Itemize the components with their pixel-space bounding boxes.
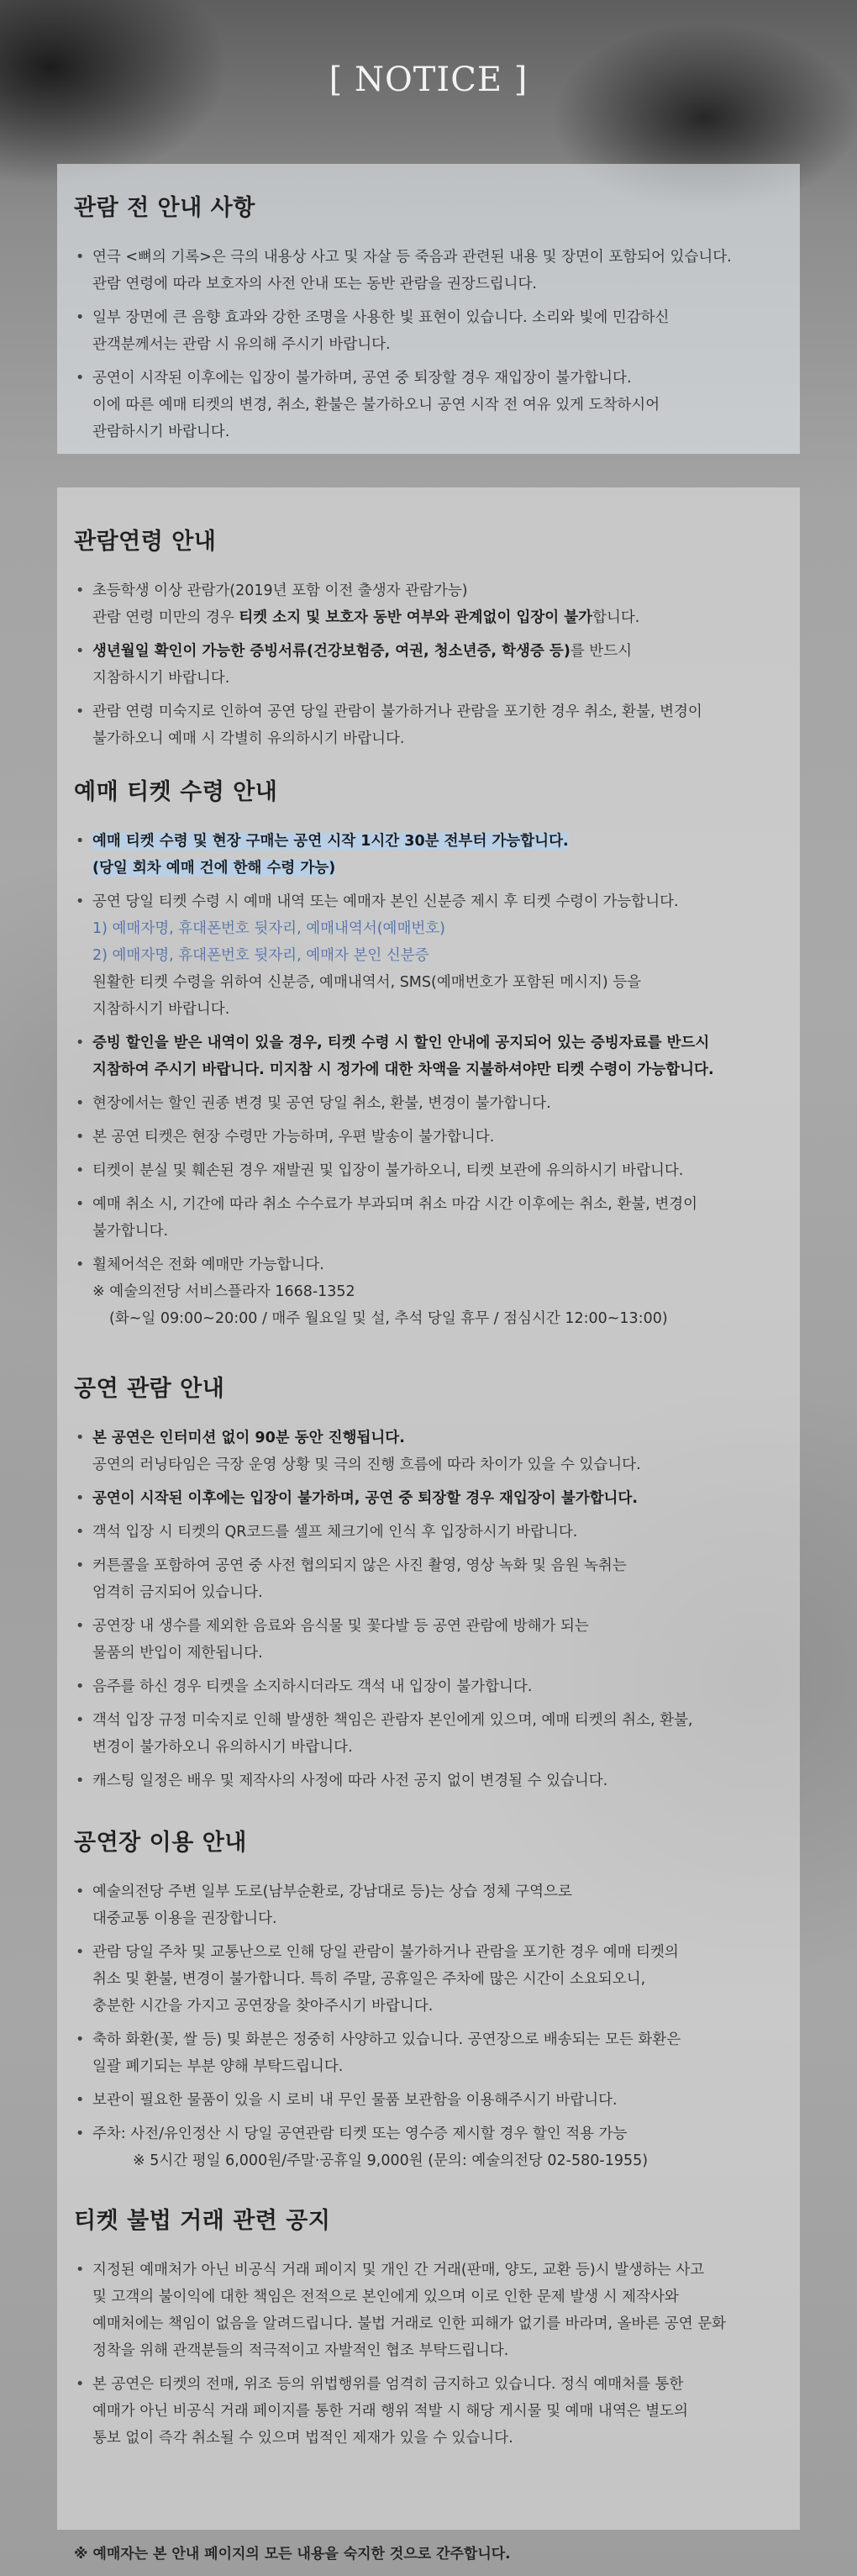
item-line: 정착을 위해 관객분들의 적극적이고 자발적인 협조 부탁드립니다. xyxy=(92,2342,509,2359)
section-title: 관람연령 안내 xyxy=(74,529,217,555)
item-line: • 공연이 시작된 이후에는 입장이 불가하며, 공연 중 퇴장할 경우 재입장이 불가합니다. xyxy=(92,370,632,387)
item-line: 변경이 불가하오니 유의하시기 바랍니다. xyxy=(92,1739,353,1756)
list-item xyxy=(74,698,788,752)
list-item xyxy=(74,1251,788,1332)
list-item xyxy=(74,1613,788,1667)
list-item xyxy=(74,2026,788,2080)
item-line: • 객석 입장 규정 미숙지로 인해 발생한 책임은 관람자 본인에게 있으며, 예매 티켓의 취소, 환불, xyxy=(92,1712,693,1729)
item-line: • 초등학생 이상 관람가(2019년 포함 이전 출생자 관람가능) xyxy=(92,582,468,599)
item-line: • 커튼콜을 포함하여 공연 중 사전 협의되지 않은 사진 촬영, 영상 녹화 및 음원 녹취는 xyxy=(92,1557,627,1574)
list-item xyxy=(74,1157,788,1184)
item-line: • 음주를 하신 경우 티켓을 소지하시더라도 객석 내 입장이 불가합니다. xyxy=(92,1678,533,1695)
item-line: 취소 및 환불, 변경이 불가합니다. 특히 주말, 공휴일은 주차에 많은 시간이 소요되오니, xyxy=(92,1971,646,1988)
list-item xyxy=(74,365,788,445)
item-line: • 일부 장면에 큰 음향 효과와 강한 조명을 사용한 빛 표현이 있습니다. 소리와 빛에 민감하신 xyxy=(92,309,670,326)
list-item xyxy=(74,304,788,358)
item-line: • 축하 화환(꽃, 쌀 등) 및 화분은 정중히 사양하고 있습니다. 공연장으로 배송되는 모든 화환은 xyxy=(92,2031,681,2048)
list-item xyxy=(74,1090,788,1117)
list-item xyxy=(74,1673,788,1700)
list-item xyxy=(74,2257,788,2364)
item-line: 관람 연령 미만의 경우 티켓 소지 및 보호자 동반 여부와 관계없이 입장이 불가합니다. xyxy=(92,609,640,626)
pre-viewing-section xyxy=(74,189,788,452)
item-line: 불가하오니 예매 시 각별히 유의하시기 바랍니다. xyxy=(92,730,405,747)
performance-section xyxy=(74,1370,788,1801)
item-line: (당일 회차 예매 건에 한해 수령 가능) xyxy=(92,860,336,877)
item-line: 관람 연령에 따라 보호자의 사전 안내 또는 동반 관람을 권장드립니다. xyxy=(92,276,537,292)
list-item xyxy=(74,2371,788,2452)
list-item xyxy=(74,1939,788,2020)
item-line: 지참하여 주시기 바랍니다. 미지참 시 정가에 대한 차액을 지불하셔야만 티켓 수령이 가능합니다. xyxy=(92,1061,714,1078)
item-line: 지참하시기 바랍니다. xyxy=(92,670,230,687)
item-line: 통보 없이 즉각 취소될 수 있으며 법적인 제재가 있을 수 있습니다. xyxy=(92,2430,513,2447)
list-item xyxy=(74,1485,788,1512)
page-title: [ NOTICE ] xyxy=(329,61,528,99)
footer-note: ※ 예매자는 본 안내 페이지의 모든 내용을 숙지한 것으로 간주합니다. xyxy=(74,2546,511,2563)
notice-list xyxy=(74,1878,788,2174)
list-item xyxy=(74,1425,788,1478)
section-title: 관람 전 안내 사항 xyxy=(74,195,255,221)
item-line: 충분한 시간을 가지고 공연장을 찾아주시기 바랍니다. xyxy=(92,1998,434,2015)
item-line: • 공연 당일 티켓 수령 시 예매 내역 또는 예매자 본인 신분증 제시 후 티켓 수령이 가능합니다. xyxy=(92,893,679,910)
item-line: • 관람 연령 미숙지로 인하여 공연 당일 관람이 불가하거나 관람을 포기한 경우 취소, 환불, 변경이 xyxy=(92,703,702,720)
item-line: • 본 공연은 인터미션 없이 90분 동안 진행됩니다. xyxy=(92,1430,405,1446)
list-item xyxy=(74,1767,788,1794)
list-item xyxy=(74,1519,788,1546)
item-line: • 현장에서는 할인 권종 변경 및 공연 당일 취소, 환불, 변경이 불가합니다. xyxy=(92,1095,551,1112)
item-line: 불가합니다. xyxy=(92,1223,169,1240)
item-line: • 예매 티켓 수령 및 현장 구매는 공연 시작 1시간 30분 전부터 가능합니다. xyxy=(92,833,569,850)
item-line: • 주차: 사전/유인정산 시 당일 공연관람 티켓 또는 영수증 제시할 경우 할인 적용 가능 xyxy=(92,2126,628,2142)
notice-list xyxy=(74,1425,788,1794)
item-line: • 관람 당일 주차 및 교통난으로 인해 당일 관람이 불가하거나 관람을 포기한 경우 예매 티켓의 xyxy=(92,1944,679,1961)
list-item xyxy=(74,2120,788,2174)
item-line: 지참하시기 바랍니다. xyxy=(92,1001,230,1018)
venue-section xyxy=(74,1824,788,2181)
item-line: 대중교통 이용을 권장합니다. xyxy=(92,1910,277,1927)
item-line: 예매가 아닌 비공식 거래 페이지를 통한 거래 행위 적발 시 해당 게시물 및 예매 내역은 별도의 xyxy=(92,2403,688,2420)
item-line: 및 고객의 불이익에 대한 책임은 전적으로 본인에게 있으며 이로 인한 문제 발생 시 제작사와 xyxy=(92,2289,679,2305)
list-item xyxy=(74,1707,788,1761)
notice-list xyxy=(74,577,788,752)
list-item xyxy=(74,1552,788,1606)
item-line: • 예매 취소 시, 기간에 따라 취소 수수료가 부과되며 취소 마감 시간 이후에는 취소, 환불, 변경이 xyxy=(92,1196,698,1213)
item-line: • 티켓이 분실 및 훼손된 경우 재발권 및 입장이 불가하오니, 티켓 보관에 유의하시기 바랍니다. xyxy=(92,1162,684,1179)
pre-viewing-notice-panel xyxy=(57,164,800,454)
item-line: • 캐스팅 일정은 배우 및 제작사의 사정에 따라 사전 공지 없이 변경될 수 있습니다. xyxy=(92,1773,608,1789)
item-line: • 공연이 시작된 이후에는 입장이 불가하며, 공연 중 퇴장할 경우 재입장이 불가합니다. xyxy=(92,1490,638,1507)
list-item xyxy=(74,1124,788,1151)
list-item xyxy=(74,1191,788,1245)
item-line: • 객석 입장 시 티켓의 QR코드를 셀프 체크기에 인식 후 입장하시기 바랍니다. xyxy=(92,1524,578,1541)
item-line: 엄격히 금지되어 있습니다. xyxy=(92,1584,263,1601)
item-line: • 공연장 내 생수를 제외한 음료와 음식물 및 꽃다발 등 공연 관람에 방해가 되는 xyxy=(92,1618,589,1635)
item-line: 일괄 폐기되는 부분 양해 부탁드립니다. xyxy=(92,2058,344,2075)
item-line: • 휠체어석은 전화 예매만 가능합니다. xyxy=(92,1256,324,1273)
item-line: • 증빙 할인을 받은 내역이 있을 경우, 티켓 수령 시 할인 안내에 공지되어 있는 증빙자료를 반드시 xyxy=(92,1035,710,1051)
item-line: • 연극 <뼈의 기록>은 극의 내용상 사고 및 자살 등 죽음과 관련된 내용 및 장면이 포함되어 있습니다. xyxy=(92,249,732,266)
list-item xyxy=(74,888,788,1023)
main-notice-panel xyxy=(57,487,800,2530)
item-line: 원활한 티켓 수령을 위하여 신분증, 예매내역서, SMS(예매번호가 포함된 메시지) 등을 xyxy=(92,974,642,991)
list-item xyxy=(74,1030,788,1083)
item-line: 2) 예매자명, 휴대폰번호 뒷자리, 예매자 본인 신분증 xyxy=(92,947,429,964)
section-title: 예매 티켓 수령 안내 xyxy=(74,779,278,805)
notice-list xyxy=(74,2257,788,2452)
list-item xyxy=(74,1878,788,1932)
item-line: 공연의 러닝타임은 극장 운영 상황 및 극의 진행 흐름에 따라 차이가 있을 수 있습니다. xyxy=(92,1457,641,1473)
item-line: • 생년월일 확인이 가능한 증빙서류(건강보험증, 여권, 청소년증, 학생증 등)를 반드시 xyxy=(92,643,633,660)
list-item xyxy=(74,828,788,882)
section-title: 공연 관람 안내 xyxy=(74,1376,225,1402)
item-line: • 보관이 필요한 물품이 있을 시 로비 내 무인 물품 보관함을 이용해주시기 바랍니다. xyxy=(92,2092,618,2109)
illegal-trade-section xyxy=(74,2202,788,2458)
item-line: 물품의 반입이 제한됩니다. xyxy=(92,1645,263,1662)
item-line: ※ 5시간 평일 6,000원/주말·공휴일 9,000원 (문의: 예술의전당 02-580-1955) xyxy=(133,2152,649,2169)
section-title: 공연장 이용 안내 xyxy=(74,1830,247,1856)
section-title: 티켓 불법 거래 관련 공지 xyxy=(74,2208,331,2234)
item-line: 예매처에는 책임이 없음을 알려드립니다. 불법 거래로 인한 피해가 없기를 바라며, 올바른 공연 문화 xyxy=(92,2315,727,2332)
list-item xyxy=(74,2087,788,2114)
item-line: 관람하시기 바랍니다. xyxy=(92,424,230,440)
list-item xyxy=(74,638,788,692)
list-item xyxy=(74,577,788,631)
item-line: • 예술의전당 주변 일부 도로(남부순환로, 강남대로 등)는 상습 정체 구역으로 xyxy=(92,1883,572,1900)
list-item xyxy=(74,244,788,298)
item-line: • 본 공연은 티켓의 전매, 위조 등의 위법행위를 엄격히 금지하고 있습니다. 정식 예매처를 통한 xyxy=(92,2376,684,2393)
notice-list xyxy=(74,828,788,1332)
item-line: 이에 따른 예매 티켓의 변경, 취소, 환불은 불가하오니 공연 시작 전 여유 있게 도착하시어 xyxy=(92,397,660,414)
item-line: 관객분께서는 관람 시 유의해 주시기 바랍니다. xyxy=(92,336,391,353)
item-line: • 지정된 예매처가 아닌 비공식 거래 페이지 및 개인 간 거래(판매, 양도, 교환 등)시 발생하는 사고 xyxy=(92,2262,705,2278)
notice-list xyxy=(74,244,788,445)
item-line: • 본 공연 티켓은 현장 수령만 가능하며, 우편 발송이 불가합니다. xyxy=(92,1129,495,1146)
item-line: 1) 예매자명, 휴대폰번호 뒷자리, 예매내역서(예매번호) xyxy=(92,920,445,937)
ticket-pickup-section xyxy=(74,773,788,1339)
item-line: ※ 예술의전당 서비스플라자 1668-1352 xyxy=(92,1283,355,1300)
age-section xyxy=(74,523,788,759)
item-line: (화~일 09:00~20:00 / 매주 월요일 및 설, 추석 당일 휴무 / 점심시간 12:00~13:00) xyxy=(109,1310,668,1327)
